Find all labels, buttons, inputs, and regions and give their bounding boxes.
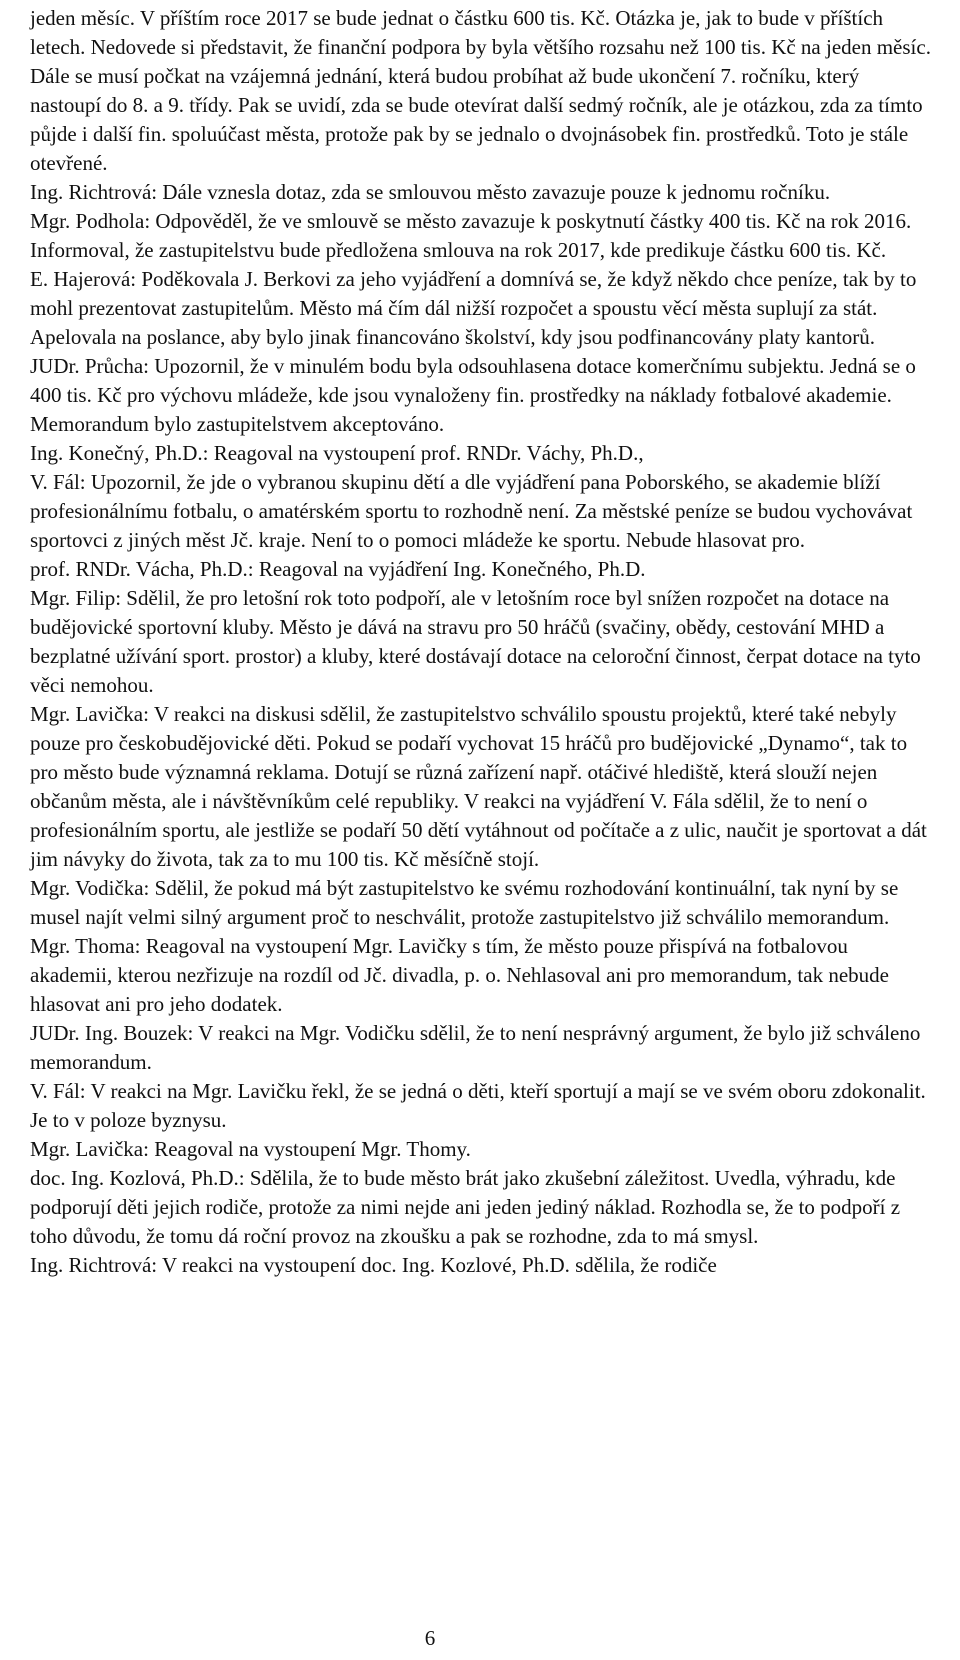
paragraph-prucha: JUDr. Průcha: Upozornil, že v minulém bodu byla odsouhlasena dotace komerčnímu subjektu. Jedná se o 400 tis. Kč pro výchovu mládeže, kde jsou vynaloženy fin. prostředky na náklady fotbalové akademie. Memorandum bylo zastupitelstvem akceptováno. (30, 354, 916, 436)
paragraph-vodicka: Mgr. Vodička: Sdělil, že pokud má být zastupitelstvo ke svému rozhodování kontinuální, tak nyní by se musel najít velmi silný argument proč to neschválit, protože zastupitelstvo již schválilo memorandum. (30, 876, 899, 929)
paragraph-lavicka-2: Mgr. Lavička: Reagoval na vystoupení Mgr. Thomy. (30, 1137, 471, 1161)
document-body (30, 4, 934, 1280)
paragraph-konecny: Ing. Konečný, Ph.D.: Reagoval na vystoupení prof. RNDr. Váchy, Ph.D., (30, 441, 644, 465)
paragraph-bouzek: JUDr. Ing. Bouzek: V reakci na Mgr. Vodičku sdělil, že to není nesprávný argument, že bylo již schváleno memorandum. (30, 1021, 921, 1074)
paragraph-fal-1: V. Fál: Upozornil, že jde o vybranou skupinu dětí a dle vyjádření pana Poborského, se akademie blíží profesionálnímu fotbalu, o amatérském sportu to rozhodně není. Za městské peníze se budou vychovávat sportovci z jiných měst Jč. kraje. Není to o pomoci mládeže ke sportu. Nebude hlasovat pro. (30, 470, 913, 552)
page-number: 6 (424, 1626, 436, 1650)
paragraph-hajerova: E. Hajerová: Poděkovala J. Berkovi za jeho vyjádření a domnívá se, že když někdo chce peníze, tak by to mohl prezentovat zastupitelům. Město má čím dál nižší rozpočet a spoustu věcí města suplují za stát. Apelovala na poslance, aby bylo jinak financováno školství, kdy jsou podfinancovány platy kantorů. (30, 267, 917, 349)
paragraph-richtrova-reaction: Ing. Richtrová: V reakci na vystoupení doc. Ing. Kozlové, Ph.D. sdělila, že rodiče (30, 1253, 717, 1277)
paragraph-podhola-answer: Mgr. Podhola: Odpověděl, že ve smlouvě se město zavazuje k poskytnutí částky 400 tis. Kč na rok 2016. Informoval, že zastupitelstvu bude předložena smlouva na rok 2017, kde predikuje částku 600 tis. Kč. (30, 209, 912, 262)
paragraph-vacha: prof. RNDr. Vácha, Ph.D.: Reagoval na vyjádření Ing. Konečného, Ph.D. (30, 557, 646, 581)
paragraph-negotiations: Dále se musí počkat na vzájemná jednání, která budou probíhat až bude ukončení 7. ročníku, který nastoupí do 8. a 9. třídy. Pak se uvidí, zda se bude otevírat další sedmý ročník, ale je otázkou, zda za tímto půjde i další fin. spoluúčast města, protože pak by se jednalo o dvojnásobek fin. prostředků. Toto je stále otevřené. (30, 64, 923, 175)
paragraph-filip: Mgr. Filip: Sdělil, že pro letošní rok toto podpoří, ale v letošním roce byl snížen rozpočet na dotace na budějovické sportovní kluby. Město je dává na stravu pro 50 hráčů (svačiny, obědy, cestování MHD a bezplatné užívání sport. prostor) a kluby, které dostávají dotace na celoroční činnost, čerpat dotace na tyto věci nemohou. (30, 586, 921, 697)
paragraph-thoma: Mgr. Thoma: Reagoval na vystoupení Mgr. Lavičky s tím, že město pouze přispívá na fotbalovou akademii, kterou nezřizuje na rozdíl od Jč. divadla, p. o. Nehlasoval ani pro memorandum, tak nebude hlasovat ani pro jeho dodatek. (30, 934, 889, 1016)
paragraph-richtrova-question: Ing. Richtrová: Dále vznesla dotaz, zda se smlouvou město zavazuje pouze k jednomu ročníku. (30, 180, 831, 204)
paragraph-kozlova: doc. Ing. Kozlová, Ph.D.: Sdělila, že to bude město brát jako zkušební záležitost. Uvedla, výhradu, kde podporují děti jejich rodiče, protože za nimi nejde ani jeden jediný náklad. Rozhodla se, že to podpoří z toho důvodu, že tomu dá roční provoz na zkoušku a pak se rozhodne, zda to má smysl. (30, 1166, 901, 1248)
paragraph-lavicka-1: Mgr. Lavička: V reakci na diskusi sdělil, že zastupitelstvo schválilo spoustu projektů, které také nebyly pouze pro českobudějovické děti. Pokud se podaří vychovat 15 hráčů pro budějovické „Dynamo“, tak to pro město bude významná reklama. Dotují se různá zařízení např. otáčivé hlediště, která slouží nejen občanům města, ale i návštěvníkům celé republiky. V reakci na vyjádření V. Fála sdělil, že to není o profesionálním sportu, ale jestliže se podaří 50 dětí vytáhnout od počítače a z ulic, naučit je sportovat a dát jim návyky do života, tak za to mu 100 tis. Kč měsíčně stojí. (30, 702, 927, 871)
paragraph-budget-2017: jeden měsíc. V příštím roce 2017 se bude jednat o částku 600 tis. Kč. Otázka je, jak to bude v příštích letech. Nedovede si představit, že finanční podpora by byla většího rozsahu než 100 tis. Kč na jeden měsíc. (30, 6, 931, 59)
paragraph-fal-2: V. Fál: V reakci na Mgr. Lavičku řekl, že se jedná o děti, kteří sportují a mají se ve svém oboru zdokonalit. Je to v poloze byznysu. (30, 1079, 926, 1132)
